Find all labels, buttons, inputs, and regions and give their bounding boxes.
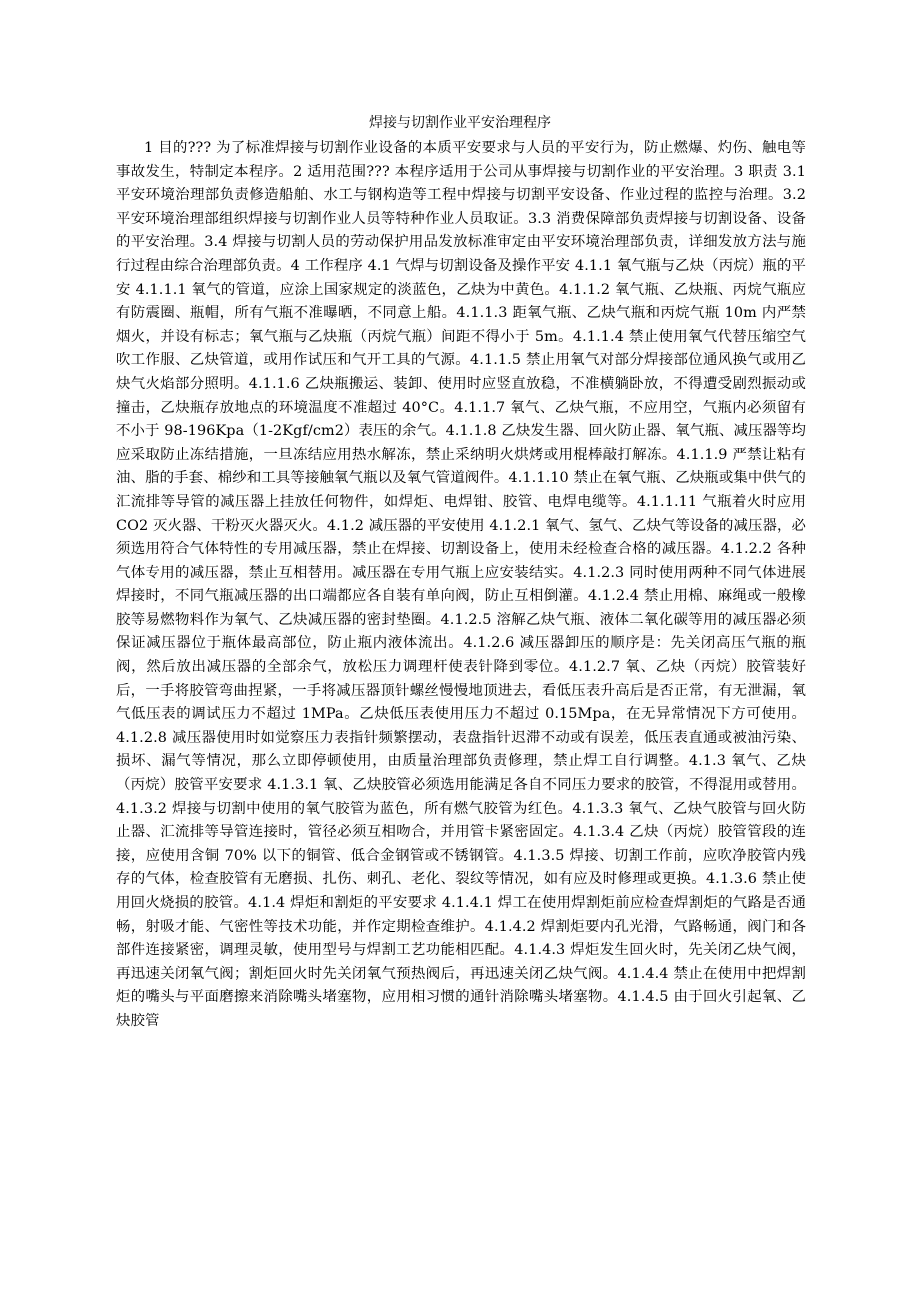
- document-body: 1 目的??? 为了标准焊接与切割作业设备的本质平安要求与人员的平安行为，防止燃爆、灼伤、触电等事故发生，特制定本程序。2 适用范围??? 本程序适用于公司从事焊接与切割作业的平安治理。3 职责 3.1 平安环境治理部负责修造船舶、水工与钢构造等工程中焊接与切割平安设备、作业过程的监控与治理。3.2 平安环境治理部组织焊接与切割作业人员等特种作业人员取证。3.3 消费保障部负责焊接与切割设备、设备的平安治理。3.4 焊接与切割人员的劳动保护用品发放标准审定由平安环境治理部负责，详细发放方法与施行过程由综合治理部负责。4 工作程序 4.1 气焊与切割设备及操作平安 4.1.1 氧气瓶与乙炔（丙烷）瓶的平安 4.1.1.1 氧气的管道，应涂上国家规定的淡蓝色，乙炔为中黄色。4.1.1.2 氧气瓶、乙炔瓶、丙烷气瓶应有防震圈、瓶帽，所有气瓶不准曝晒，不同意上船。4.1.1.3 距氧气瓶、乙炔气瓶和丙烷气瓶 10m 内严禁烟火，并设有标志；氧气瓶与乙炔瓶（丙烷气瓶）间距不得小于 5m。4.1.1.4 禁止使用氧气代替压缩空气吹工作服、乙炔管道，或用作试压和气开工具的气源。4.1.1.5 禁止用氧气对部分焊接部位通风换气或用乙炔气火焰部分照明。4.1.1.6 乙炔瓶搬运、装卸、使用时应竖直放稳，不准横躺卧放，不得遭受剧烈振动或撞击，乙炔瓶存放地点的环境温度不准超过 40°C。4.1.1.7 氧气、乙炔气瓶，不应用空，气瓶内必须留有不小于 98-196Kpa（1-2Kgf/cm2）表压的余气。4.1.1.8 乙炔发生器、回火防止器、氧气瓶、减压器等均应采取防止冻结措施，一旦冻结应用热水解冻，禁止采纳明火烘烤或用棍棒敲打解冻。4.1.1.9 严禁让粘有油、脂的手套、棉纱和工具等接触氧气瓶以及氧气管道阀件。4.1.1.10 禁止在氧气瓶、乙炔瓶或集中供气的汇流排等导管的减压器上挂放任何物件，如焊炬、电焊钳、胶管、电焊电缆等。4.1.1.11 气瓶着火时应用 CO2 灭火器、干粉灭火器灭火。4.1.2 减压器的平安使用 4.1.2.1 氧气、氢气、乙炔气等设备的减压器，必须选用符合气体特性的专用减压器，禁止在焊接、切割设备上，使用未经检查合格的减压器。4.1.2.2 各种气体专用的减压器，禁止互相替用。减压器在专用气瓶上应安装结实。4.1.2.3 同时使用两种不同气体进展焊接时，不同气瓶减压器的出口端都应各自装有单向阀，防止互相倒灌。4.1.2.4 禁止用棉、麻绳或一般橡胶等易燃物料作为氧气、乙炔减压器的密封垫圈。4.1.2.5 溶解乙炔气瓶、液体二氧化碳等用的减压器必须保证减压器位于瓶体最高部位，防止瓶内液体流出。4.1.2.6 减压器卸压的顺序是：先关闭高压气瓶的瓶阀，然后放出减压器的全部余气，放松压力调理杆使表针降到零位。4.1.2.7 氧、乙炔（丙烷）胶管装好后，一手将胶管弯曲捏紧，一手将减压器顶针螺丝慢慢地顶进去，看低压表升高后是否正常，有无泄漏，氧气低压表的调试压力不超过 1MPa。乙炔低压表使用压力不超过 0.15Mpa，在无异常情况下方可使用。4.1.2.8 减压器使用时如觉察压力表指针频繁摆动，表盘指针迟滞不动或有误差，低压表直通或被油污染、损坏、漏气等情况，那么立即停顿使用，由质量治理部负责修理，禁止焊工自行调整。4.1.3 氧气、乙炔（丙烷）胶管平安要求 4.1.3.1 氧、乙炔胶管必须选用能满足各自不同压力要求的胶管，不得混用或替用。4.1.3.2 焊接与切割中使用的氧气胶管为蓝色，所有燃气胶管为红色。4.1.3.3 氧气、乙炔气胶管与回火防止器、汇流排等导管连接时，管径必须互相吻合，并用管卡紧密固定。4.1.3.4 乙炔（丙烷）胶管管段的连接，应使用含铜 70% 以下的铜管、低合金钢管或不锈钢管。4.1.3.5 焊接、切割工作前，应吹净胶管内残存的气体，检查胶管有无磨损、扎伤、刺孔、老化、裂纹等情况，如有应及时修理或更换。4.1.3.6 禁止使用回火烧损的胶管。4.1.4 焊炬和割炬的平安要求 4.1.4.1 焊工在使用焊割炬前应检查焊割炬的气路是否通畅，射吸才能、气密性等技术功能，并作定期检查维护。4.1.4.2 焊割炬要内孔光滑，气路畅通，阀门和各部件连接紧密，调理灵敏，使用型号与焊割工艺功能相匹配。4.1.4.3 焊炬发生回火时，先关闭乙炔气阀，再迅速关闭氧气阀；割炬回火时先关闭氧气预热阀后，再迅速关闭乙炔气阀。4.1.4.4 禁止在使用中把焊割炬的嘴头与平面磨擦来消除嘴头堵塞物，应用相习惯的通针消除嘴头堵塞物。4.1.4.5 由于回火引起氧、乙炔胶管: [116, 140, 806, 1029]
- document-title: 焊接与切割作业平安治理程序: [369, 115, 551, 131]
